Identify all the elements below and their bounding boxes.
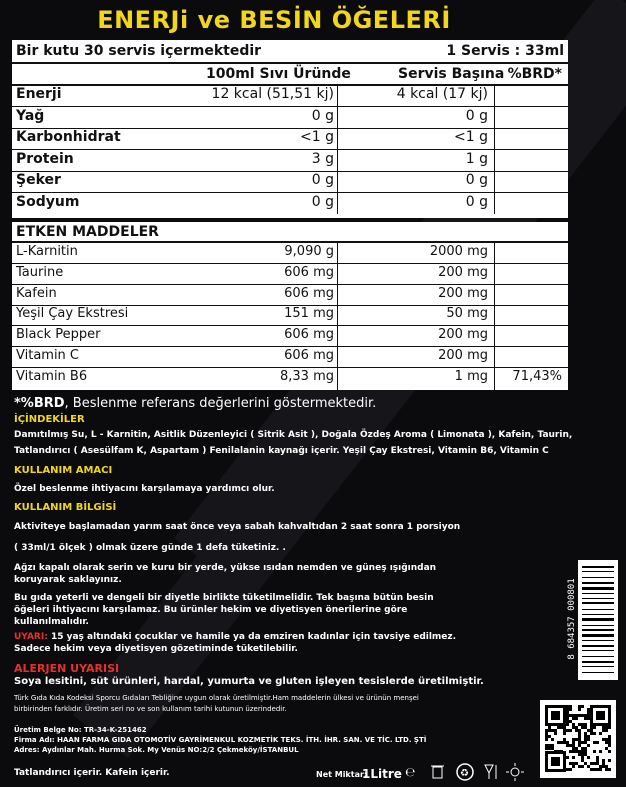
active-brd: 71,43% [512,368,562,384]
active-per100: 9,090 g [284,244,334,259]
nutrient-name: Sodyum [16,193,80,210]
qr-module [578,735,581,738]
qr-module [602,726,605,729]
warning-text: 15 yaş altındaki çocuklar ve hamile ya da emziren kadınlar için tavsiye edilmez. [47,632,457,642]
page-title: ENERJi ve BESİN ÖĞELERİ [97,6,451,34]
barcode-bars [578,560,618,680]
qr-module [581,756,584,759]
active-per100: 151 mg [284,306,334,322]
barcode-bar [582,609,614,610]
qr-module [590,762,593,765]
qr-module [587,729,590,732]
net-amount-value: 1Litre [362,767,402,781]
qr-module [566,741,569,744]
qr-module [593,741,596,744]
qr-module [593,726,596,729]
qr-module [599,765,602,768]
qr-module [554,732,557,735]
qr-module [602,729,605,732]
qr-code [540,700,616,778]
qr-module [551,729,554,732]
codex-line-2: birbirinden farklıdır. Üretim seri no ve son kullanım tarihi kutunun üzerindedir. [14,705,287,713]
qr-module [581,753,584,756]
allergen-title: ALERJEN UYARISI [14,662,120,675]
usage-purpose-text: Özel beslenme ihtiyacını karşılamaya yardımcı olur. [14,484,275,494]
qr-module [572,744,575,747]
active-per-serving: 200 mg [438,285,488,301]
active-per-serving: 200 mg [438,348,488,363]
ingredients-title: İÇİNDEKİLER [14,414,85,425]
barcode-bar [582,582,614,584]
e-mark-icon [405,765,415,779]
qr-module [584,732,587,735]
qr-module [605,729,608,732]
usage-info-title: KULLANIM BİLGİSİ [14,502,117,513]
qr-module [605,747,608,750]
qr-module [569,708,572,711]
qr-module [566,705,569,708]
diet-line-3: kullanılmalıdır. [14,617,89,627]
diet-line-1: Bu gıda yeterli ve dengeli bir diyetle birlikte tüketilmelidir. Tek başına bütün besin [14,593,434,603]
barcode-bar [582,571,614,572]
qr-module [584,723,587,726]
qr-module [548,726,551,729]
qr-module [581,747,584,750]
qr-module [584,738,587,741]
qr-module [584,714,587,717]
nutrient-per100: 0 g [311,172,334,188]
qr-module [569,720,572,723]
qr-module [545,747,548,750]
qr-module [584,741,587,744]
qr-module [593,768,596,771]
qr-module [584,717,587,720]
qr-module [596,756,599,759]
qr-module [560,726,563,729]
qr-module [599,732,602,735]
qr-module [569,744,572,747]
qr-module [596,768,599,771]
qr-module [581,759,584,762]
qr-module [584,762,587,765]
qr-module [596,741,599,744]
qr-module [578,765,581,768]
active-per100: 8,33 mg [280,368,334,384]
qr-module [578,750,581,753]
barcode-bar [582,640,614,641]
qr-module [578,753,581,756]
nutrient-name: Karbonhidrat [16,129,121,145]
qr-module [554,729,557,732]
qr-module [572,726,575,729]
nutrient-per100: <1 g [300,129,334,145]
qr-module [605,738,608,741]
qr-module [599,768,602,771]
qr-module [578,705,581,708]
qr-module [587,744,590,747]
nutrient-name: Enerji [16,86,62,102]
company-address: Adres: Aydınlar Mah. Hurma Sok. My Venüs NO:2/2 Çekmeköy/İSTANBUL [14,746,299,754]
usage-info-line-1: Aktiviteye başlamadan yarım saat önce veya sabah kahvaltıdan 2 saat sonra 1 porsiyon [14,522,461,532]
usage-purpose-title: KULLANIM AMACI [14,465,113,476]
qr-module [581,714,584,717]
qr-module [569,705,572,708]
qr-module [569,714,572,717]
qr-module [590,726,593,729]
qr-module [569,750,572,753]
brd-note-text: , Beslenme referans değerlerini göstermektedir. [64,396,377,411]
qr-module [563,738,566,741]
qr-module [566,768,569,771]
warning-label: UYARI: [14,632,48,642]
usage-info-line-2: ( 33ml/1 ölçek ) olmak üzere günde 1 defa tüketiniz. . [14,543,286,553]
barcode-bar [582,618,614,621]
qr-module [578,723,581,726]
qr-module [587,708,590,711]
qr-module [581,723,584,726]
nutrient-per100: 12 kcal (51,51 kj) [211,86,334,102]
qr-module [608,738,611,741]
nutrient-per-serving: 0 g [465,107,488,124]
qr-module [593,750,596,753]
qr-module [584,750,587,753]
qr-module [575,714,578,717]
active-per100: 606 mg [284,264,334,280]
barcode-bar [582,629,614,631]
production-license: Üretim Belge No: TR-34-K-251462 [14,726,147,734]
qr-module [563,732,566,735]
nutrition-table [12,40,568,218]
qr-module [608,759,611,762]
qr-module [587,756,590,759]
qr-module [572,756,575,759]
qr-module [545,729,548,732]
glass-fork-icon [485,765,496,779]
qr-module [566,729,569,732]
barcode-bar [582,656,614,657]
qr-module [584,747,587,750]
qr-module [584,735,587,738]
active-per-serving: 50 mg [446,306,488,322]
recycle-icon [457,764,473,780]
warning-line-1 [14,632,456,642]
nutrient-per-serving: 0 g [465,193,488,210]
qr-module [584,726,587,729]
allergen-text: Soya lesitini, süt ürünleri, hardal, yumurta ve gluten işleyen tesislerde üretilmiştir. [14,676,484,687]
codex-line-1: Türk Gıda Kıda Kodeksi Sporcu Gıdaları Tebliğine uygun olarak üretilmiştir.Ham maddelerin ülkesi ve ürünün menşei [14,694,419,702]
qr-module [557,741,560,744]
qr-module [581,705,584,708]
active-per100: 606 mg [284,327,334,343]
qr-module [575,747,578,750]
footer-note: Tatlandırıcı içerir. Kafein içerir. [14,768,170,778]
qr-module [608,744,611,747]
nutrient-name: Yağ [16,107,45,124]
qr-module [548,729,551,732]
qr-module [551,744,554,747]
brd-note [14,396,376,411]
qr-module [581,726,584,729]
qr-module [557,726,560,729]
barcode-bar [582,672,614,673]
qr-module [602,738,605,741]
storage-line-2: koruyarak saklayınız. [14,575,122,585]
qr-module [608,741,611,744]
qr-module [572,750,575,753]
qr-module [587,735,590,738]
bin-icon [431,766,444,778]
barcode-bar [582,593,614,594]
qr-module [605,768,608,771]
column-header-brd: %BRD* [507,66,562,82]
svg-text:℮: ℮ [405,765,416,779]
qr-module [545,738,548,741]
qr-module [578,708,581,711]
active-per-serving: 200 mg [438,264,488,280]
active-per-serving: 200 mg [438,327,488,343]
active-per-serving: 1 mg [454,368,488,384]
qr-module [548,735,551,738]
qr-module [551,747,554,750]
barcode-bar [582,645,614,647]
qr-module [608,735,611,738]
qr-module [566,714,569,717]
barcode-bar [582,666,614,667]
qr-module [566,723,569,726]
barcode-bar [582,625,614,626]
active-per100: 606 mg [284,348,334,363]
qr-module [572,765,575,768]
barcode-bar [582,602,614,604]
qr-module [566,744,569,747]
active-name: L-Karnitin [16,244,78,259]
qr-module [608,768,611,771]
qr-module [596,711,605,720]
qr-module [578,714,581,717]
barcode-bar [582,661,614,663]
nutrient-per-serving: 0 g [465,172,488,188]
qr-module [566,711,569,714]
serving-size: 1 Servis : 33ml [446,43,564,59]
qr-module [578,732,581,735]
diet-line-2: öğeleri ihtiyacını karşılamaz. Bu ürünler hekim ve diyetisyen önerilerine göre [14,605,408,615]
warning-line-2: Sadece hekim veya diyetisyen gözetiminde tüketilebilir. [14,644,298,654]
qr-module [569,762,572,765]
qr-module [587,738,590,741]
qr-module [578,744,581,747]
qr-module [575,738,578,741]
qr-module [605,765,608,768]
qr-module [551,738,554,741]
company-name: Firma Adı: HAAN FARMA GIDA OTOMOTİV GAYRİMENKUL KOZMETİK TEKS. İTH. İHR. SAN. VE TİC. LTD. ŞTİ [14,736,427,744]
qr-module [602,759,605,762]
qr-module [566,720,569,723]
qr-module [587,711,590,714]
brd-note-label: *%BRD [14,396,65,411]
barcode-bar [582,566,614,568]
qr-module [548,747,551,750]
qr-module [572,741,575,744]
qr-module [551,757,560,766]
qr-module [605,726,608,729]
qr-module [566,708,569,711]
qr-module [566,756,569,759]
qr-module [608,726,611,729]
qr-module [590,732,593,735]
qr-module [608,750,611,753]
qr-module [593,762,596,765]
qr-module [563,726,566,729]
sun-icon [506,763,524,781]
packaging-icons [403,762,527,782]
nutrient-per100: 0 g [311,193,334,210]
qr-module [593,732,596,735]
active-name: Vitamin C [16,348,80,363]
qr-module [545,735,548,738]
qr-module [545,732,548,735]
nutrient-per-serving: 1 g [465,150,488,167]
barcode-bar [582,598,614,599]
storage-line-1: Ağzı kapalı olarak serin ve kuru bir yerde, yükse ısıdan nemden ve güneş ışığından [14,563,437,573]
barcode-bar [582,587,614,590]
barcode-bar [582,650,614,651]
ingredients-line-1: Damıtılmış Su, L - Karnitin, Asitlik Düzenleyici ( Sitrik Asit ), Doğala Özdeş Aroma ( Limonata ), Kafein, Taurin, [14,430,573,440]
barcode-bar [582,614,614,615]
qr-module [578,738,581,741]
active-name: Vitamin B6 [16,368,88,384]
qr-module [572,714,575,717]
active-name: Yeşil Çay Ekstresi [16,306,129,322]
nutrient-per-serving: <1 g [454,129,488,145]
qr-module [578,729,581,732]
qr-module [587,714,590,717]
svg-text:♻: ♻ [460,768,469,779]
qr-module [590,768,593,771]
nutrient-per100: 3 g [311,150,334,167]
servings-note: Bir kutu 30 servis içermektedir [16,43,262,59]
qr-module [587,765,590,768]
ingredients-line-2: Tatlandırıcı ( Asesülfam K, Aspartam ) Fenilalanin kaynağı içerir. Yeşil Çay Ekstresi, Vitamin B6, Vitamin C [14,446,549,456]
qr-module [572,738,575,741]
qr-module [548,744,551,747]
barcode-bar [582,577,614,578]
qr-module [575,729,578,732]
barcode [578,560,618,680]
qr-module [545,744,548,747]
qr-module [596,762,599,765]
qr-module [551,711,560,720]
qr-module [569,768,572,771]
active-ingredients-table [12,222,568,390]
barcode-digits: 8 684357 000801 [567,578,577,660]
qr-module [587,717,590,720]
active-name: Black Pepper [16,327,101,343]
qr-module [605,741,608,744]
qr-module [581,765,584,768]
qr-code-pattern [540,700,616,778]
qr-module [602,762,605,765]
qr-module [599,750,602,753]
nutrient-per100: 0 g [311,107,334,124]
active-name: Taurine [16,264,64,280]
active-per-serving: 2000 mg [429,244,488,259]
qr-module [578,741,581,744]
barcode-bar [582,634,614,637]
qr-module [572,747,575,750]
qr-module [602,765,605,768]
qr-module [572,723,575,726]
qr-module [575,717,578,720]
net-amount-label: Net Miktar: [316,770,368,779]
active-name: Kafein [16,285,57,301]
qr-module [563,729,566,732]
qr-module [590,729,593,732]
column-header-100ml: 100ml Sıvı Üründe [206,66,351,82]
qr-module [572,717,575,720]
active-ingredients-header: ETKEN MADDELER [16,224,159,240]
nutrient-name: Şeker [16,172,61,188]
qr-module [572,762,575,765]
active-per100: 606 mg [284,285,334,301]
qr-module [566,717,569,720]
qr-module [563,741,566,744]
qr-module [584,753,587,756]
qr-module [581,741,584,744]
column-header-serving: Servis Başına [398,66,505,82]
qr-module [575,762,578,765]
nutrient-name: Protein [16,150,74,167]
nutrient-per-serving: 4 kcal (17 kj) [396,86,488,102]
qr-module [596,759,599,762]
qr-module [560,741,563,744]
qr-module [575,750,578,753]
qr-module [581,750,584,753]
qr-module [569,729,572,732]
qr-module [575,726,578,729]
